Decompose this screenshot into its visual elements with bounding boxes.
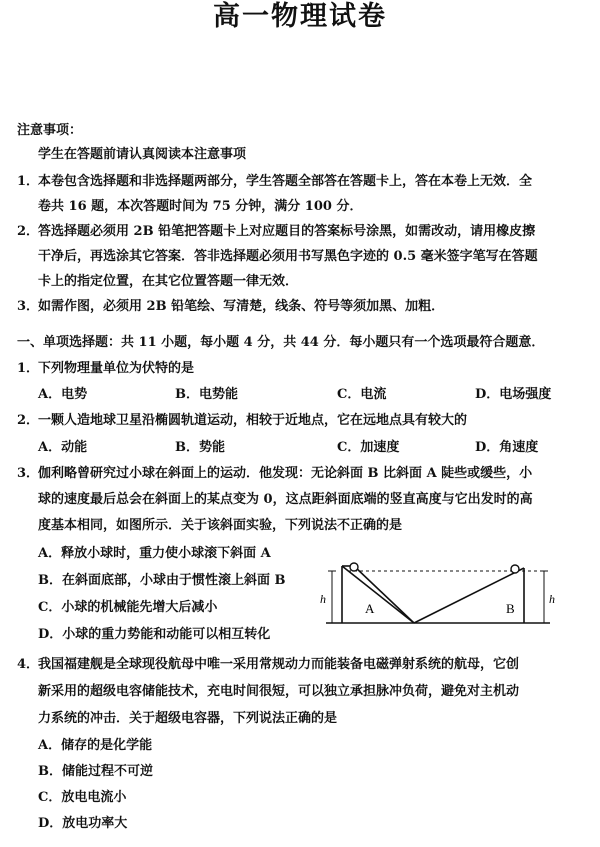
incline-label-b: B bbox=[506, 601, 515, 616]
option-c: C．小球的机械能先增大后减小 bbox=[38, 600, 218, 615]
option-a: A．动能 bbox=[38, 440, 88, 455]
note-line: 答选择题必须用 2B 铅笔把答题卡上对应题目的答案标号涂黑，如需改动，请用橡皮擦 bbox=[38, 224, 536, 239]
option-c: C．放电电流小 bbox=[38, 790, 127, 805]
incline-label-a: A bbox=[365, 601, 375, 616]
option-b: B．势能 bbox=[175, 440, 225, 455]
question-stem: 球的速度最后总会在斜面上的某点变为 0，这点距斜面底端的竖直高度与它出发时的高 bbox=[38, 492, 533, 507]
note-line: 本卷包含选择题和非选择题两部分，学生答题全部答在答题卡上，答在本卷上无效．全 bbox=[38, 174, 533, 189]
note-number: 3． bbox=[17, 299, 40, 314]
question-stem: 力系统的冲击．关于超级电容器，下列说法正确的是 bbox=[38, 711, 338, 726]
question-number: 4． bbox=[17, 657, 40, 672]
notes-heading: 注意事项： bbox=[17, 123, 83, 138]
note-line: 如需作图，必须用 2B 铅笔绘、写清楚，线条、符号等须加黑、加粗． bbox=[38, 299, 445, 314]
option-b: B．储能过程不可逆 bbox=[38, 764, 153, 779]
question-stem: 下列物理量单位为伏特的是 bbox=[38, 361, 195, 376]
option-a: A．储存的是化学能 bbox=[38, 738, 153, 753]
option-d: D．电场强度 bbox=[475, 387, 552, 402]
height-label-right: h bbox=[549, 592, 555, 606]
option-c: C．加速度 bbox=[337, 440, 400, 455]
incline-figure bbox=[318, 556, 558, 631]
note-number: 1． bbox=[17, 174, 40, 189]
section-heading: 一、单项选择题：共 11 小题，每小题 4 分，共 44 分．每小题只有一个选项最符合题意． bbox=[17, 335, 545, 350]
option-b: B．电势能 bbox=[175, 387, 238, 402]
page-title: 高一物理试卷 bbox=[213, 1, 387, 32]
question-number: 1． bbox=[17, 361, 40, 376]
notes-intro: 学生在答题前请认真阅读本注意事项 bbox=[38, 147, 247, 162]
option-d: D．放电功率大 bbox=[38, 816, 128, 831]
option-d: D．小球的重力势能和动能可以相互转化 bbox=[38, 627, 271, 642]
option-d: D．角速度 bbox=[475, 440, 539, 455]
option-a: A．电势 bbox=[38, 387, 88, 402]
note-line: 卡上的指定位置，在其它位置答题一律无效． bbox=[38, 274, 299, 289]
question-number: 2． bbox=[17, 413, 40, 428]
option-c: C．电流 bbox=[337, 387, 387, 402]
option-b: B．在斜面底部，小球由于惯性滚上斜面 B bbox=[38, 573, 286, 588]
question-stem: 一颗人造地球卫星沿椭圆轨道运动，相较于近地点，它在远地点具有较大的 bbox=[38, 413, 468, 428]
question-stem: 我国福建舰是全球现役航母中唯一采用常规动力而能装备电磁弹射系统的航母，它创 bbox=[38, 657, 520, 672]
question-stem: 新采用的超级电容储能技术，充电时间很短，可以独立承担脉冲负荷，避免对主机动 bbox=[38, 684, 520, 699]
note-line: 卷共 16 题，本次答题时间为 75 分钟，满分 100 分． bbox=[38, 199, 363, 214]
option-a: A．释放小球时，重力使小球滚下斜面 A bbox=[38, 546, 271, 561]
question-stem: 度基本相同，如图所示．关于该斜面实验，下列说法不正确的是 bbox=[38, 518, 403, 533]
question-number: 3． bbox=[17, 466, 40, 481]
question-stem: 伽利略曾研究过小球在斜面上的运动．他发现：无论斜面 B 比斜面 A 陡些或缓些，小 bbox=[38, 466, 533, 481]
height-label-left: h bbox=[320, 592, 326, 606]
note-line: 干净后，再选涂其它答案．答非选择题必须用书写黑色字迹的 0.5 毫米签字笔写在答题 bbox=[38, 249, 538, 264]
note-number: 2． bbox=[17, 224, 40, 239]
